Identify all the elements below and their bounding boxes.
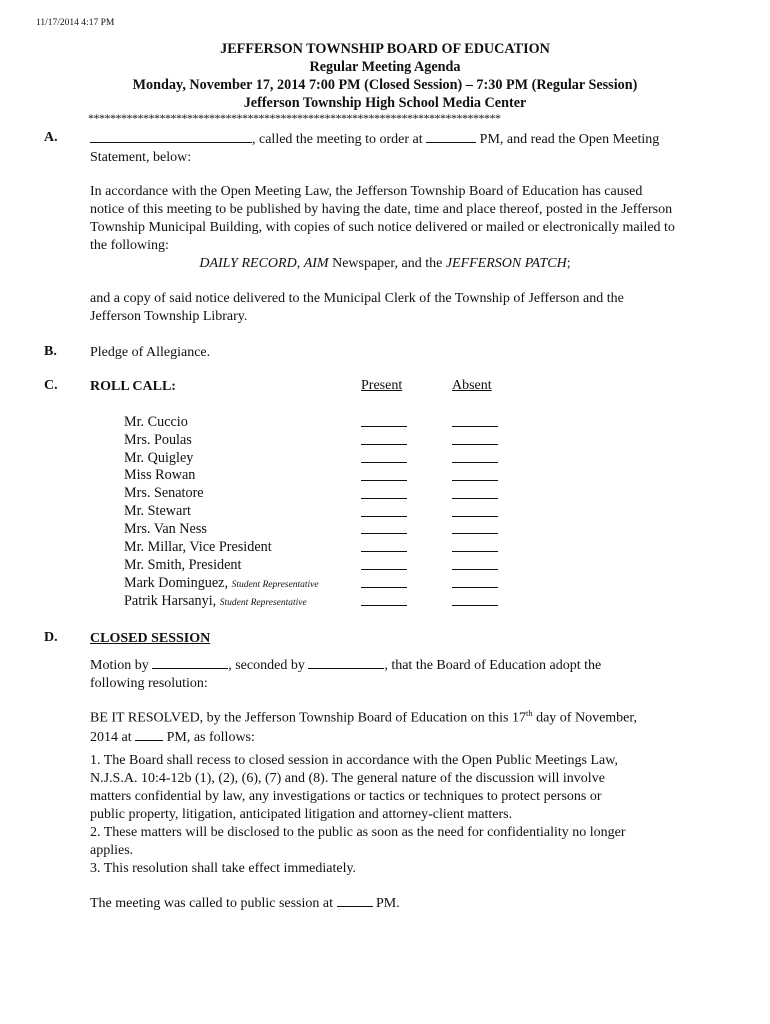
resolution-item-line: 1. The Board shall recess to closed session in accordance with the Open Public Meetings Law, [90,753,618,768]
time-blank [426,130,476,143]
roll-call-title: ROLL CALL: [90,379,176,394]
present-blank [361,569,407,570]
member-role: Student Representative [219,598,307,608]
print-timestamp: 11/17/2014 4:17 PM [36,18,115,28]
meeting-datetime: Monday, November 17, 2014 7:00 PM (Closed Session) – 7:30 PM (Regular Session) [132,77,638,93]
newspaper-list [0,255,770,273]
agenda-type: Regular Meeting Agenda [309,59,461,75]
recess-time-blank [135,728,163,741]
board-name: JEFFERSON TOWNSHIP BOARD OF EDUCATION [220,41,550,57]
absent-blank [452,569,498,570]
star-divider: *************************************************************************** [88,111,501,125]
resolution-text [90,704,730,747]
member-row [124,575,319,592]
second-blank [308,656,384,669]
statement-line: notice of this meeting to be published by having the date, time and place thereof, posted in the Jefferson [90,202,673,217]
present-blank [361,587,407,588]
member-name: Mrs. Van Ness [124,521,207,537]
motion-blank [152,656,228,669]
present-blank [361,498,407,499]
member-name: Mr. Smith, President [124,557,242,573]
motion-text [90,656,730,693]
public-session-text [90,894,730,913]
member-row [124,450,193,467]
present-header: Present [361,378,403,393]
member-row [124,432,192,449]
member-role: Student Representative [231,580,319,590]
absent-blank [452,462,498,463]
comma: , [296,256,304,271]
paper-aim: AIM [303,256,329,271]
member-row [124,557,241,574]
pledge-of-allegiance: Pledge of Allegiance. [90,345,211,360]
absent-blank [452,498,498,499]
member-row [124,593,307,610]
resolution-item-line: N.J.S.A. 10:4-12b (1), (2), (6), (7) and (8). The general nature of the discussion will involve [90,771,605,786]
member-name: Mrs. Senatore [124,485,204,501]
statement-line: the following: [90,238,169,253]
section-a-letter: A. [44,130,58,145]
motion-text-3: , that the Board of Education adopt the [384,658,602,673]
semicolon: ; [566,256,571,271]
member-name: Patrik Harsanyi, [124,593,217,609]
paper-patch: JEFFERSON PATCH [445,256,567,271]
member-row [124,414,188,431]
ordinal-suffix: th [525,708,533,718]
present-blank [361,516,407,517]
resolved-text-1: BE IT RESOLVED, by the Jefferson Township Board of Education on this 17 [90,710,526,726]
member-row [124,485,204,502]
absent-blank [452,533,498,534]
present-blank [361,533,407,534]
resolution-item-line: 2. These matters will be disclosed to the public as soon as the need for confidentiality no longer [90,825,626,840]
present-blank [361,426,407,427]
call-text: , called the meeting to order at [252,132,423,147]
paper-text: Newspaper, and the [328,256,446,271]
present-blank [361,551,407,552]
resolution-item-line: matters confidential by law, any investigations or tactics or techniques to protect persons or [90,789,602,804]
present-blank [361,480,407,481]
member-name: Mr. Stewart [124,503,191,519]
resolution-items [90,752,730,878]
resolved-text-3: PM, as follows: [166,729,255,745]
statement-line: Township Municipal Building, with copies of such notice delivered or mailed or electronically mailed to [90,220,675,235]
absent-blank [452,426,498,427]
resolution-item-line: 3. This resolution shall take effect immediately. [90,861,357,876]
presiding-blank [90,130,252,143]
motion-line-2: following resolution: [90,676,208,691]
open-meeting-statement [90,183,730,255]
public-time-blank [337,894,373,907]
present-blank [361,462,407,463]
absent-header: Absent [452,378,492,393]
member-name: Mark Dominguez, [124,575,229,591]
member-row [124,467,195,484]
member-name: Mr. Quigley [124,450,194,466]
resolved-year: 2014 at [90,729,132,745]
call-text-2: PM, and read the Open Meeting [479,132,660,147]
section-d-letter: D. [44,630,58,645]
public-text-1: The meeting was called to public session at [90,896,333,911]
member-name: Mr. Cuccio [124,414,188,430]
member-row [124,521,207,538]
member-name: Mr. Millar, Vice President [124,539,272,555]
notice-line: and a copy of said notice delivered to the Municipal Clerk of the Township of Jefferson and the [90,291,624,306]
present-blank [361,605,407,606]
absent-blank [452,551,498,552]
resolution-item-line: applies. [90,843,134,858]
call-line-2: Statement, below: [90,150,192,165]
resolution-item-line: public property, litigation, anticipated litigation and attorney-client matters. [90,807,513,822]
section-a-call [90,130,730,167]
motion-text-1: Motion by [90,658,149,673]
member-row [124,539,272,556]
paper-daily-record: DAILY RECORD [199,256,297,271]
agenda-header [0,40,770,112]
present-blank [361,444,407,445]
absent-blank [452,480,498,481]
absent-blank [452,516,498,517]
resolved-text-2: day of November, [532,710,637,726]
closed-session-title: CLOSED SESSION [90,631,211,646]
member-name: Mrs. Poulas [124,432,192,448]
member-name: Miss Rowan [124,467,196,483]
statement-line: In accordance with the Open Meeting Law, the Jefferson Township Board of Education has caused [90,184,643,199]
absent-blank [452,444,498,445]
member-row [124,503,191,520]
notice-paragraph [90,290,730,326]
section-b-letter: B. [44,344,57,359]
public-text-2: PM. [376,896,400,911]
absent-blank [452,605,498,606]
section-c-letter: C. [44,378,58,393]
motion-text-2: , seconded by [228,658,305,673]
meeting-location: Jefferson Township High School Media Center [243,95,527,111]
absent-blank [452,587,498,588]
notice-line: Jefferson Township Library. [90,309,248,324]
